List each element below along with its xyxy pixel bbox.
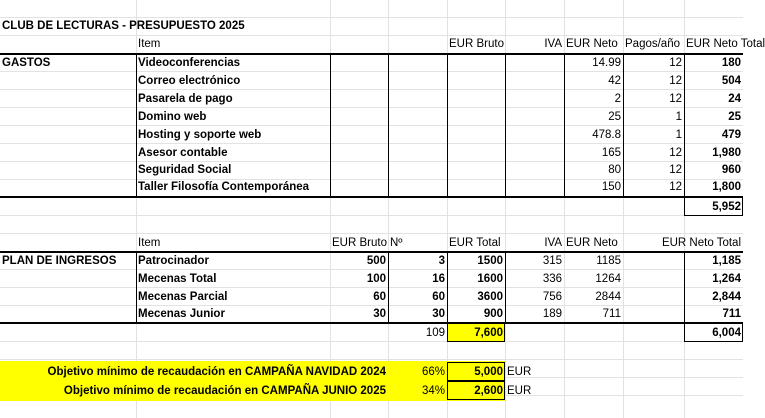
cell-item: Mecenas Total — [138, 273, 217, 285]
objetivo-amount: 2,600 — [474, 385, 503, 397]
objetivo-row — [0, 382, 743, 400]
objetivo-amount: 5,000 — [474, 366, 503, 378]
header-iva: IVA — [544, 38, 562, 50]
cell-pagos: 12 — [669, 147, 682, 159]
cell-iva: 756 — [542, 291, 562, 303]
ingresos-sum-total: 7,600 — [474, 327, 503, 339]
cell-pagos: 12 — [669, 164, 682, 176]
cell-item: Pasarela de pago — [138, 93, 233, 105]
cell-total: 1600 — [477, 273, 503, 285]
cell-neto: 165 — [601, 147, 621, 159]
header-iva: IVA — [544, 237, 562, 249]
cell-total: 24 — [728, 93, 741, 105]
header-neto: EUR Neto — [566, 237, 618, 249]
cell-bruto: 500 — [366, 255, 386, 267]
cell-pagos: 1 — [675, 111, 682, 123]
table-row — [0, 72, 743, 90]
cell-neto-total: 1,185 — [712, 255, 741, 267]
cell-total: 1,980 — [712, 147, 741, 159]
cell-neto-total: 711 — [722, 308, 741, 320]
table-row — [0, 305, 743, 323]
cell-total: 3600 — [477, 291, 503, 303]
cell-item: Asesor contable — [138, 147, 228, 159]
header-total: EUR Total — [449, 237, 501, 249]
gastos-sum-row — [0, 198, 743, 216]
cell-pagos: 12 — [669, 181, 682, 193]
cell-bruto: 100 — [366, 273, 386, 285]
objetivo-unit: EUR — [507, 385, 532, 397]
cell-neto: 1185 — [596, 255, 621, 267]
cell-total: 479 — [721, 129, 741, 141]
cell-total: 1500 — [477, 255, 503, 267]
cell-item: Videoconferencias — [138, 57, 241, 69]
cell-neto: 1264 — [595, 273, 621, 285]
table-row — [0, 252, 743, 270]
cell-neto: 711 — [602, 308, 621, 320]
cell-pagos: 12 — [669, 75, 682, 87]
cell-total: 1,800 — [712, 181, 741, 193]
table-row — [0, 144, 743, 162]
cell-neto-total: 2,844 — [712, 291, 741, 303]
cell-item: Mecenas Parcial — [138, 291, 228, 303]
header-pagos: Pagos/año — [625, 38, 680, 50]
header-item: Item — [138, 38, 161, 50]
objetivo-row — [0, 363, 743, 381]
cell-total: 180 — [721, 57, 741, 69]
gastos-sum-total: 5,952 — [712, 201, 741, 213]
ingresos-sum-n: 109 — [425, 327, 445, 339]
cell-n: 16 — [432, 273, 445, 285]
header-item: Item — [138, 237, 161, 249]
cell-item: Hosting y soporte web — [138, 129, 262, 141]
cell-item: Taller Filosofía Contemporánea — [138, 181, 310, 193]
cell-n: 60 — [432, 291, 445, 303]
cell-item: Domino web — [138, 111, 207, 123]
cell-total: 504 — [721, 75, 741, 87]
cell-neto: 80 — [608, 164, 621, 176]
table-row — [0, 161, 743, 179]
objetivo-pct: 34% — [421, 385, 445, 397]
table-row — [0, 178, 743, 196]
cell-n: 30 — [432, 308, 445, 320]
table-row — [0, 90, 743, 108]
table-row — [0, 270, 743, 288]
cell-neto: 25 — [608, 111, 621, 123]
table-row — [0, 54, 743, 72]
cell-neto: 42 — [608, 75, 621, 87]
ingresos-sum-neto-total: 6,004 — [712, 327, 741, 339]
objetivo-pct: 66% — [421, 366, 445, 378]
cell-total: 960 — [721, 164, 741, 176]
cell-item: Correo electrónico — [138, 75, 241, 87]
section-label: PLAN DE INGRESOS — [2, 255, 117, 267]
header-neto-total: EUR Neto Total — [661, 237, 741, 249]
cell-neto: 14.99 — [592, 57, 621, 69]
cell-total: 900 — [483, 308, 503, 320]
header-bruto: EUR Bruto — [332, 237, 387, 249]
cell-iva: 336 — [542, 273, 562, 285]
table-row — [0, 288, 743, 306]
cell-pagos: 12 — [669, 93, 682, 105]
cell-item: Patrocinador — [138, 255, 209, 267]
cell-neto: 2 — [614, 93, 621, 105]
header-total: EUR Neto Total — [686, 38, 765, 50]
cell-n: 3 — [438, 255, 445, 267]
cell-iva: 315 — [542, 255, 562, 267]
header-bruto: EUR Bruto — [449, 38, 504, 50]
ingresos-header-row — [0, 234, 743, 252]
header-n: Nº — [390, 237, 403, 249]
page-title: CLUB DE LECTURAS - PRESUPUESTO 2025 — [2, 20, 245, 32]
cell-iva: 189 — [542, 308, 562, 320]
cell-bruto: 60 — [373, 291, 386, 303]
cell-neto: 478.8 — [592, 129, 621, 141]
cell-item: Seguridad Social — [138, 164, 232, 176]
cell-item: Mecenas Junior — [138, 308, 225, 320]
cell-pagos: 1 — [675, 129, 682, 141]
objetivo-label: Objetivo mínimo de recaudación en CAMPAÑA NAVIDAD 2024 — [47, 366, 386, 378]
gastos-header-row — [0, 35, 765, 53]
cell-neto-total: 1,264 — [712, 273, 741, 285]
objetivo-label: Objetivo mínimo de recaudación en CAMPAÑA JUNIO 2025 — [63, 385, 386, 397]
cell-total: 25 — [728, 111, 741, 123]
cell-bruto: 30 — [373, 308, 386, 320]
cell-neto: 2844 — [595, 291, 621, 303]
ingresos-sum-row — [0, 324, 743, 342]
cell-pagos: 12 — [669, 57, 682, 69]
section-label: GASTOS — [2, 57, 51, 69]
objetivo-unit: EUR — [507, 366, 532, 378]
table-row — [0, 126, 743, 144]
cell-neto: 150 — [601, 181, 621, 193]
header-neto: EUR Neto — [566, 38, 618, 50]
table-row — [0, 108, 743, 126]
